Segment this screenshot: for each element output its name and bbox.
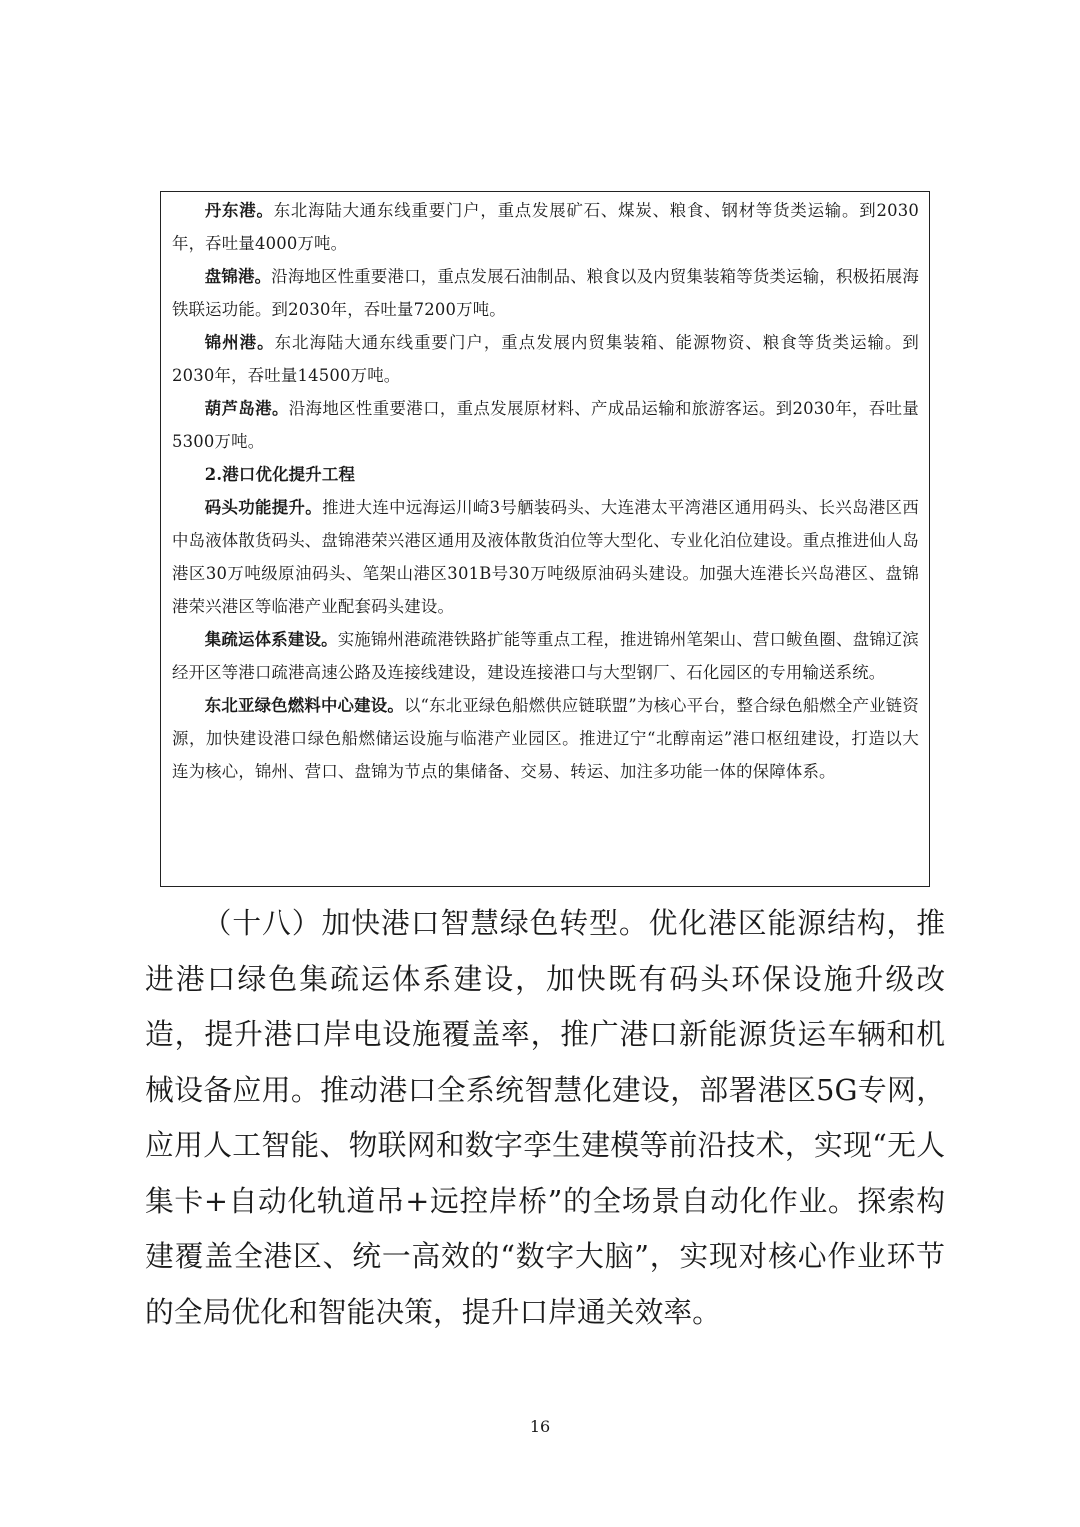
item-label: 集疏运体系建设。 (204, 630, 338, 649)
planning-text-box (160, 191, 930, 887)
item-dandong (172, 194, 919, 260)
item-text: 东北海陆大通东线重要门户，重点发展内贸集装箱、能源物资、粮食等货类运输。到2030年，吞吐量14500万吨。 (172, 333, 919, 385)
item-text: 实施锦州港疏港铁路扩能等重点工程，推进锦州笔架山、营口鲅鱼圈、盘锦辽滨经开区等港口疏港高速公路及连接线建设，建设连接港口与大型钢厂、石化园区的专用输送系统。 (172, 630, 920, 682)
item-label: 锦州港。 (204, 333, 275, 352)
item-huludao (172, 392, 919, 458)
item-label: 码头功能提升。 (204, 498, 323, 517)
item-jinzhou (172, 326, 919, 392)
item-green-fuel-center (172, 689, 919, 788)
page-number: 16 (529, 1417, 551, 1436)
item-label: 盘锦港。 (204, 267, 272, 286)
item-transport-system (172, 623, 919, 689)
item-text: 东北海陆大通东线重要门户，重点发展矿石、煤炭、粮食、钢材等货类运输。到2030年，吞吐量4000万吨。 (172, 201, 919, 253)
section-heading (172, 458, 919, 491)
item-text: 以“东北亚绿色船燃供应链联盟”为核心平台，整合绿色船燃全产业链资源，加快建设港口绿色船燃储运设施与临港产业园区。推进辽宁“北醇南运”港口枢纽建设，打造以大连为核心，锦州、营口、盘锦为节点的集储备、交易、转运、加注多功能一体的保障体系。 (172, 696, 919, 781)
item-label: 东北亚绿色燃料中心建设。 (204, 696, 404, 715)
body-paragraph: （十八）加快港口智慧绿色转型。优化港区能源结构，推进港口绿色集疏运体系建设，加快既有码头环保设施升级改造，提升港口岸电设施覆盖率，推广港口新能源货运车辆和机械设备应用。推动港口全系统智慧化建设，部署港区5G专网，应用人工智能、物联网和数字孪生建模等前沿技术，实现“无人集卡+自动化轨道吊+远控岸桥”的全场景自动化作业。探索构建覆盖全港区、统一高效的“数字大脑”，实现对核心作业环节的全局优化和智能决策，提升口岸通关效率。 (145, 906, 945, 1329)
item-text: 沿海地区性重要港口，重点发展石油制品、粮食以及内贸集装箱等货类运输，积极拓展海铁联运功能。到2030年，吞吐量7200万吨。 (172, 267, 919, 319)
item-text: 推进大连中远海运川崎3号舾装码头、大连港太平湾港区通用码头、长兴岛港区西中岛液体散货码头、盘锦港荣兴港区通用及液体散货泊位等大型化、专业化泊位建设。重点推进仙人岛港区30万吨级原油码头、笔架山港区301B号30万吨级原油码头建设。加强大连港长兴岛港区、盘锦港荣兴港区等临港产业配套码头建设。 (172, 498, 919, 616)
item-wharf-upgrade (172, 491, 919, 623)
item-text: 沿海地区性重要港口，重点发展原材料、产成品运输和旅游客运。到2030年，吞吐量5300万吨。 (172, 399, 920, 451)
section-heading-label: 2.港口优化提升工程 (204, 465, 356, 484)
item-panjin (172, 260, 919, 326)
item-label: 丹东港。 (204, 201, 274, 220)
item-label: 葫芦岛港。 (204, 399, 289, 418)
